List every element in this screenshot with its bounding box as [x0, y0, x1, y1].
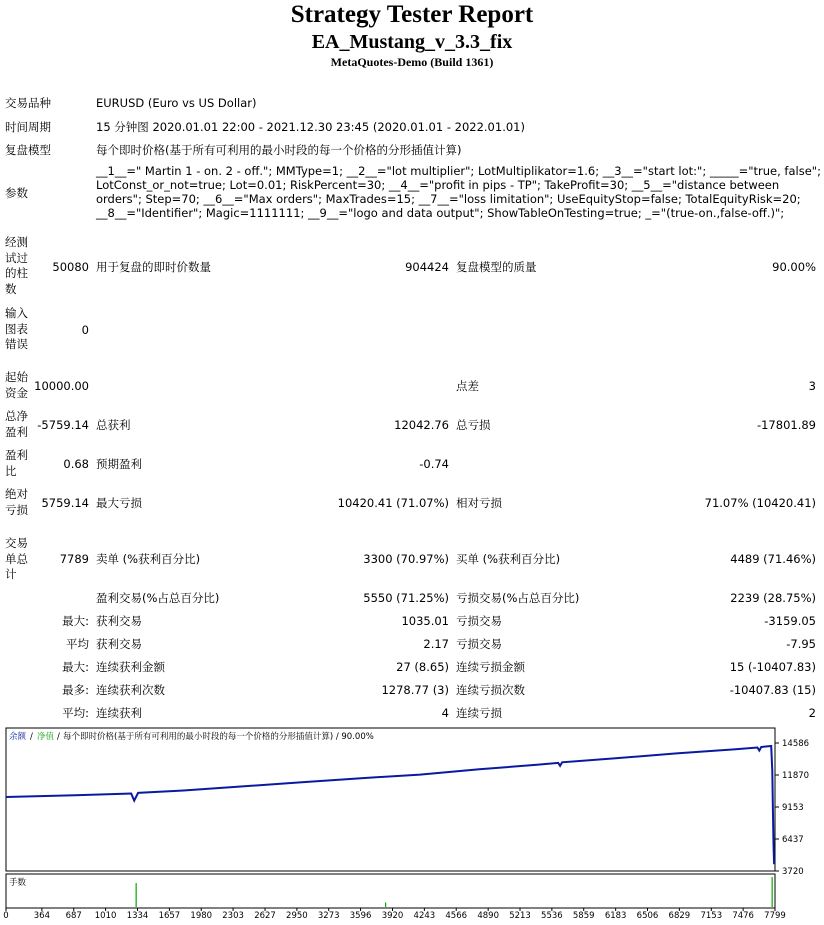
y-tick-label: 9153	[782, 803, 804, 813]
errors-label: 输入图表错误	[5, 306, 28, 351]
average-profit-value: 2.17	[423, 637, 449, 651]
x-tick-label: 5536	[541, 911, 563, 921]
x-tick-label: 0	[3, 911, 9, 921]
avg-cons-loss-label: 连续亏损	[456, 706, 502, 720]
bars-label: 经测试过的柱数	[5, 235, 28, 296]
legend-sep-1: /	[30, 732, 33, 742]
deposit-value: 10000.00	[34, 379, 89, 393]
cons-win-money-label: 连续获利金额	[96, 660, 165, 674]
largest-loss-label: 亏损交易	[456, 614, 502, 628]
x-tick-label: 1334	[126, 911, 149, 921]
rel-drawdown-value: 71.07% (10420.41)	[704, 496, 816, 510]
bars-value: 50080	[52, 260, 89, 274]
volume-label: 手数	[9, 878, 27, 888]
short-positions-label: 卖单 (%获利百分比)	[96, 552, 201, 566]
x-tick-label: 7476	[732, 911, 754, 921]
expected-payoff-label: 预期盈利	[96, 457, 142, 471]
x-tick-label: 7153	[700, 911, 723, 921]
x-tick-label: 4243	[413, 911, 436, 921]
spread-value: 3	[808, 379, 816, 393]
cons-loss-money-label: 连续亏损金额	[456, 660, 525, 674]
profit-trades-value: 5550 (71.25%)	[363, 591, 449, 605]
cons-loss-count-value: -10407.83 (15)	[729, 683, 816, 697]
x-tick-label: 1980	[190, 911, 213, 921]
gross-loss-label: 总亏损	[456, 418, 491, 432]
balance-chart	[0, 725, 824, 925]
abs-drawdown-value: 5759.14	[41, 496, 89, 510]
largest-prefix: 最大:	[62, 614, 89, 628]
long-positions-value: 4489 (71.46%)	[730, 552, 816, 566]
x-tick-label: 5213	[509, 911, 531, 921]
symbol-value: EURUSD (Euro vs US Dollar)	[96, 96, 257, 110]
expected-payoff-value: -0.74	[419, 457, 449, 471]
x-tick-label: 4890	[477, 911, 499, 921]
legend-balance: 余额	[9, 732, 27, 742]
avg-cons-prefix: 平均:	[62, 706, 89, 720]
net-profit-label: 总净盈利	[5, 409, 28, 439]
profit-factor-label: 盈利比	[5, 448, 28, 478]
cons-loss-count-label: 连续亏损次数	[456, 683, 525, 697]
short-positions-value: 3300 (70.97%)	[363, 552, 449, 566]
params-value: __1__=" Martin 1 - on. 2 - off."; MMType=1; __2__="lot multiplier"; LotMultiplikator=1.6; __3__="start lot:"; _____="true, false"; LotConst_or_not=true; Lot=0.01; RiskPercent=30; __4__="profit in pips - TP"; TakeProfit=30; __5__="distance between orders"; Step=70; __6__="Max orders"; MaxTrades=15; __7__="loss limitation"; UseEquityStop=false; TotalEquityRisk=20; __8__="Identifier"; Magic=1111111; __9__="logo and data output"; ShowTableOnTesting=true; _="(true-on.,false-off.)";	[96, 164, 821, 220]
x-tick-label: 2627	[254, 911, 276, 921]
model-label: 复盘模型	[5, 143, 51, 157]
x-tick-label: 2303	[222, 911, 244, 921]
ticks-value: 904424	[405, 260, 449, 274]
avg-cons-win-label: 连续获利	[96, 706, 142, 720]
legend-sep-2: /	[57, 732, 60, 742]
x-tick-label: 3596	[349, 911, 372, 921]
x-tick-label: 6183	[604, 911, 627, 921]
y-tick-label: 11870	[782, 770, 810, 781]
most-prefix: 最多:	[62, 683, 89, 697]
average-profit-label: 获利交易	[96, 637, 142, 651]
x-tick-label: 4566	[445, 911, 468, 921]
largest-profit-value: 1035.01	[401, 614, 449, 628]
server-build: MetaQuotes-Demo (Build 1361)	[330, 55, 494, 69]
period-label: 时间周期	[5, 120, 51, 134]
max-drawdown-label: 最大亏损	[96, 496, 142, 510]
avg-cons-win-value: 4	[441, 706, 449, 720]
average-loss-label: 亏损交易	[456, 637, 502, 651]
x-tick-label: 6829	[668, 911, 691, 921]
x-tick-label: 1010	[94, 911, 117, 921]
expert-name: EA_Mustang_v_3.3_fix	[311, 31, 513, 53]
quality-value: 90.00%	[772, 260, 816, 274]
x-tick-label: 6506	[636, 911, 659, 921]
cons-loss-money-value: 15 (-10407.83)	[729, 660, 816, 674]
y-tick-label: 14586	[782, 739, 810, 749]
x-tick-label: 5859	[572, 911, 595, 921]
long-positions-label: 买单 (%获利百分比)	[456, 552, 561, 566]
profit-factor-value: 0.68	[63, 457, 89, 471]
errors-value: 0	[81, 323, 89, 337]
gross-profit-value: 12042.76	[394, 418, 449, 432]
total-trades-value: 7789	[59, 552, 89, 566]
legend-model: 每个即时价格(基于所有可利用的最小时段的每一个价格的分形插值计算) / 90.00%	[63, 732, 374, 742]
gross-loss-value: -17801.89	[756, 418, 816, 432]
spread-label: 点差	[456, 379, 479, 393]
max-drawdown-value: 10420.41 (71.07%)	[337, 496, 449, 510]
abs-drawdown-label: 绝对亏损	[5, 487, 28, 517]
cons-win-money-value: 27 (8.65)	[396, 660, 449, 674]
model-value: 每个即时价格(基于所有可利用的最小时段的每一个价格的分形插值计算)	[96, 143, 462, 157]
x-tick-label: 364	[33, 911, 51, 921]
rel-drawdown-label: 相对亏损	[456, 496, 502, 510]
largest-profit-label: 获利交易	[96, 614, 142, 628]
volume-plot-frame	[6, 874, 775, 908]
params-label: 参数	[5, 186, 28, 200]
main-plot-frame	[6, 728, 775, 871]
deposit-label: 起始资金	[5, 370, 28, 400]
cons-win-count-label: 连续获利次数	[96, 683, 165, 697]
average-prefix: 平均	[66, 637, 89, 651]
quality-label: 复盘模型的质量	[456, 260, 537, 274]
cons-win-count-value: 1278.77 (3)	[381, 683, 449, 697]
largest-loss-value: -3159.05	[764, 614, 816, 628]
y-tick-label: 6437	[782, 834, 804, 845]
average-loss-value: -7.95	[786, 637, 816, 651]
net-profit-value: -5759.14	[37, 418, 89, 432]
x-tick-label: 3273	[317, 911, 340, 921]
maximum-prefix: 最大:	[62, 660, 89, 674]
x-tick-label: 7799	[764, 911, 786, 921]
report-title: Strategy Tester Report	[290, 1, 534, 28]
x-tick-label: 2950	[286, 911, 308, 921]
x-tick-label: 1657	[158, 911, 181, 921]
symbol-label: 交易品种	[5, 96, 51, 110]
loss-trades-value: 2239 (28.75%)	[730, 591, 816, 605]
x-tick-label: 3920	[381, 911, 404, 921]
profit-trades-label: 盈利交易(%占总百分比)	[96, 591, 220, 605]
period-value: 15 分钟图 2020.01.01 22:00 - 2021.12.30 23:45 (2020.01.01 - 2022.01.01)	[96, 120, 525, 134]
y-tick-label: 3720	[782, 867, 804, 877]
x-tick-label: 687	[65, 911, 82, 921]
loss-trades-label: 亏损交易(%占总百分比)	[456, 591, 580, 605]
total-trades-label: 交易单总计	[5, 536, 28, 581]
avg-cons-loss-value: 2	[808, 706, 816, 720]
gross-profit-label: 总获利	[96, 418, 131, 432]
legend-equity: 净值	[37, 732, 55, 742]
ticks-label: 用于复盘的即时价数量	[96, 260, 211, 274]
